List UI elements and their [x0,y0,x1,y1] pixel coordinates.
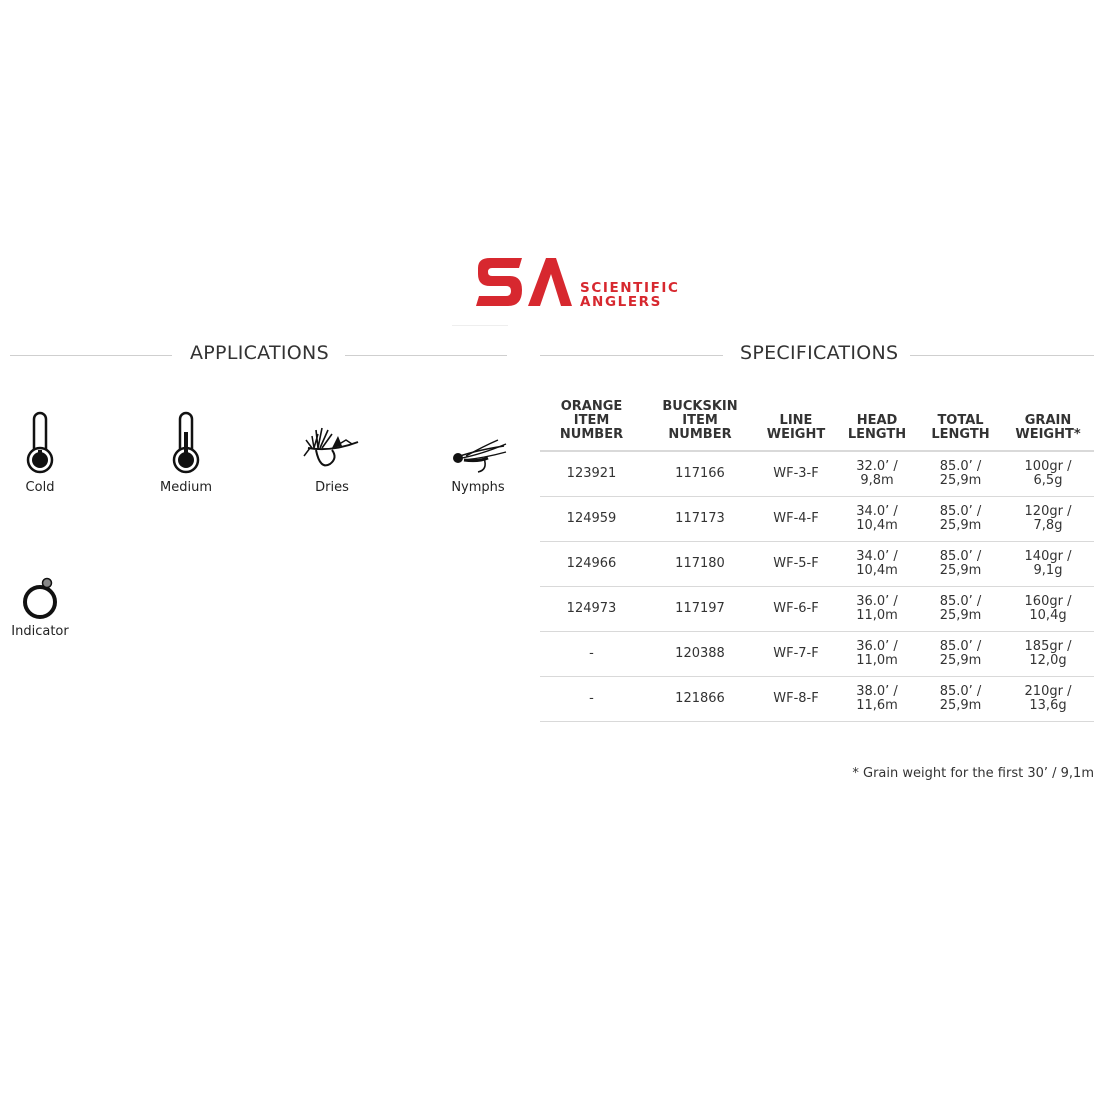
thermometer-cold-icon [23,410,57,476]
column-header-grain-weight: GRAIN WEIGHT* [1002,400,1094,451]
orange-item-number: 124959 [540,497,643,542]
applications-title: APPLICATIONS [190,342,329,364]
specifications-heading [540,340,1094,370]
line-weight: WF-4-F [757,497,835,542]
head-length: 36.0’ / 11,0m [835,587,919,632]
grain-weight: 160gr / 10,4g [1002,587,1094,632]
application-nymphs [428,436,528,495]
grain-weight: 140gr / 9,1g [1002,542,1094,587]
total-length: 85.0’ / 25,9m [919,587,1002,632]
buckskin-item-number: 117197 [643,587,757,632]
total-length: 85.0’ / 25,9m [919,451,1002,497]
heading-rule-right [910,355,1094,356]
head-length: 32.0’ / 9,8m [835,451,919,497]
head-length: 36.0’ / 11,0m [835,632,919,677]
table-row [540,542,1094,587]
brand-name-line1: SCIENTIFIC [580,280,680,296]
orange-item-number: 123921 [540,451,643,497]
orange-item-number: - [540,632,643,677]
application-label: Medium [160,480,212,495]
application-label: Cold [25,480,55,495]
application-medium [136,410,236,495]
grain-weight: 100gr / 6,5g [1002,451,1094,497]
grain-weight: 185gr / 12,0g [1002,632,1094,677]
brand-name-line2: ANGLERS [580,294,662,310]
buckskin-item-number: 117173 [643,497,757,542]
nymph-icon [448,436,508,476]
application-indicator [0,576,90,639]
brand-logo [472,252,682,314]
column-header-buckskin-item-number: BUCKSKIN ITEM NUMBER [643,400,757,451]
line-weight: WF-5-F [757,542,835,587]
line-weight: WF-8-F [757,677,835,722]
grain-weight: 210gr / 13,6g [1002,677,1094,722]
table-row [540,451,1094,497]
grain-weight-footnote: * Grain weight for the first 30’ / 9,1m [852,766,1094,781]
buckskin-item-number: 121866 [643,677,757,722]
total-length: 85.0’ / 25,9m [919,542,1002,587]
table-row [540,587,1094,632]
indicator-icon [20,576,60,620]
head-length: 38.0’ / 11,6m [835,677,919,722]
specifications-table [540,400,1094,722]
column-header-line-weight: LINE WEIGHT [757,400,835,451]
grain-weight: 120gr / 7,8g [1002,497,1094,542]
thermometer-medium-icon [169,410,203,476]
buckskin-item-number: 117180 [643,542,757,587]
buckskin-item-number: 117166 [643,451,757,497]
orange-item-number: - [540,677,643,722]
table-row [540,497,1094,542]
column-header-head-length: HEAD LENGTH [835,400,919,451]
column-header-total-length: TOTAL LENGTH [919,400,1002,451]
logo-divider [452,325,508,326]
brand-name [580,281,680,309]
orange-item-number: 124966 [540,542,643,587]
application-dries [282,426,382,495]
total-length: 85.0’ / 25,9m [919,497,1002,542]
heading-rule-right [345,355,507,356]
application-label: Nymphs [451,480,505,495]
applications-heading [10,340,507,370]
heading-rule-left [10,355,172,356]
orange-item-number: 124973 [540,587,643,632]
specifications-title: SPECIFICATIONS [740,342,899,364]
application-cold [0,410,90,495]
buckskin-item-number: 120388 [643,632,757,677]
dry-fly-icon [302,426,362,476]
line-weight: WF-6-F [757,587,835,632]
sa-logo-icon [472,252,572,312]
line-weight: WF-7-F [757,632,835,677]
total-length: 85.0’ / 25,9m [919,632,1002,677]
column-header-orange-item-number: ORANGE ITEM NUMBER [540,400,643,451]
table-header-row [540,400,1094,451]
table-row [540,677,1094,722]
heading-rule-left [540,355,723,356]
application-label: Indicator [11,624,69,639]
total-length: 85.0’ / 25,9m [919,677,1002,722]
application-label: Dries [315,480,349,495]
line-weight: WF-3-F [757,451,835,497]
head-length: 34.0’ / 10,4m [835,497,919,542]
head-length: 34.0’ / 10,4m [835,542,919,587]
table-row [540,632,1094,677]
